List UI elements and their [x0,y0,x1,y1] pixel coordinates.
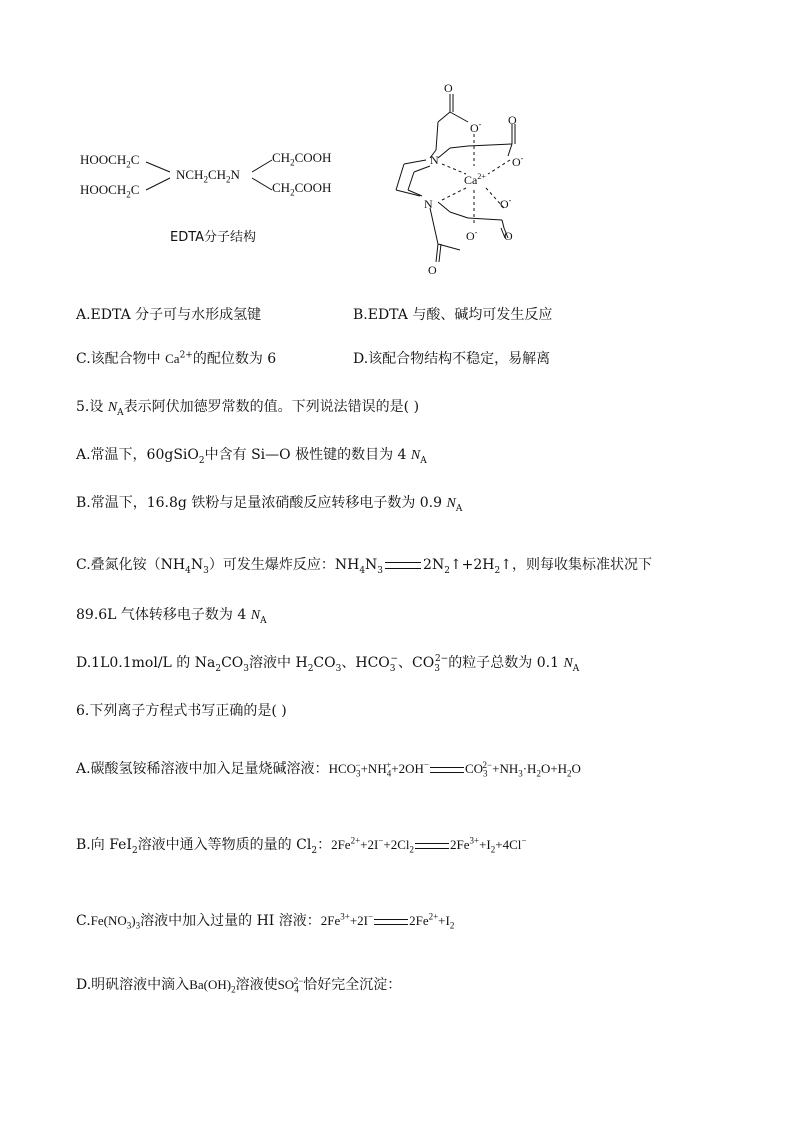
complex-o-minus-4: O- [466,228,478,243]
q4-option-c: C.该配合物中 $Ca^{2+}$的配位数为 6 [76,350,277,367]
complex-ca-ion: $Ca^{2+}$ [464,172,486,187]
complex-o-minus-1: O- [470,120,482,135]
q6-option-c: $C.Fe(NO_3)_3$溶液中加入过量的 HI 溶液：$2Fe^{3+}+2I^-$ $2Fe^{2+}+I_2$ [76,911,455,931]
q4-option-b: B.EDTA 与酸、碱均可发生反应 [353,307,553,323]
complex-o-upper: O [508,113,517,127]
q5-option-c: C.叠氮化铵$(NH_4N_3)$可发生爆炸反应：$NH_4N_3$ $2N_2↑+2H_2↑$，则每收集标准状况下 [76,557,652,576]
edta-caption: EDTA分子结构 [170,230,257,245]
edta-structure [80,148,370,248]
q6-option-d: D.明矾溶液中滴入$Ba(OH)_2$溶液使$SO_4^{2-}$恰好完全沉淀： [76,975,402,995]
q4-option-d: D.该配合物结构不稳定，易解离 [353,351,551,367]
edta-left-bottom: $HOOCH_2C$ [80,182,140,200]
q6-option-a: A.碳酸氢铵稀溶液中加入足量烧碱溶液：$HCO_3^-+NH_4^++2OH^-$ $CO_3^{2-}+NH_3\cdot H_2O+H_2O$ [76,759,581,779]
q5-option-d: D.1L0.1mol/L 的 $Na_2CO_3$溶液中 $H_2CO_3$、$HCO_3^-$、$CO_3^{2-}$的粒子总数为 0.1 $N_A$ [76,654,580,674]
q4-option-a: A.EDTA 分子可与水形成氢键 [76,307,262,323]
ca-edta-complex [380,78,560,278]
complex-o-top: O [444,81,453,95]
q6-option-b: B.向 FeI$_2$溶液中通入等物质的量的 $Cl_2$：$2Fe^{2+}+2I^-+2Cl_2$ $2Fe^{3+}+I_2+4Cl^-$ [76,835,527,856]
complex-n-lower: N [424,197,433,211]
q5-stem: 5.设 $N_A$表示阿伏加德罗常数的值。下列说法错误的是( ) [76,399,420,418]
complex-o-bottom: O [428,263,437,277]
edta-center: $NCH_2CH_2N$ [176,167,240,185]
complex-o-minus-3: O- [500,196,512,211]
complex-n-upper: N [430,153,439,167]
q5-option-b: B.常温下，16.8g 铁粉与足量浓硝酸反应转移电子数为 0.9 $N_A$ [76,495,463,514]
q5-option-a: A.常温下，60gSiO$_2$中含有 Si—O 极性键的数目为 4 $N_A$ [76,447,427,466]
q6-stem: 6.下列离子方程式书写正确的是( ) [76,703,287,719]
complex-o-lower: O [504,229,513,243]
q5-option-c-line2: 89.6L 气体转移电子数为 4 $N_A$ [76,607,267,626]
edta-right-top: $CH_2COOH$ [272,150,332,168]
complex-o-minus-2: O- [512,154,524,169]
edta-right-bottom: $CH_2COOH$ [272,180,332,198]
edta-left-top: $HOOCH_2C$ [80,152,140,170]
